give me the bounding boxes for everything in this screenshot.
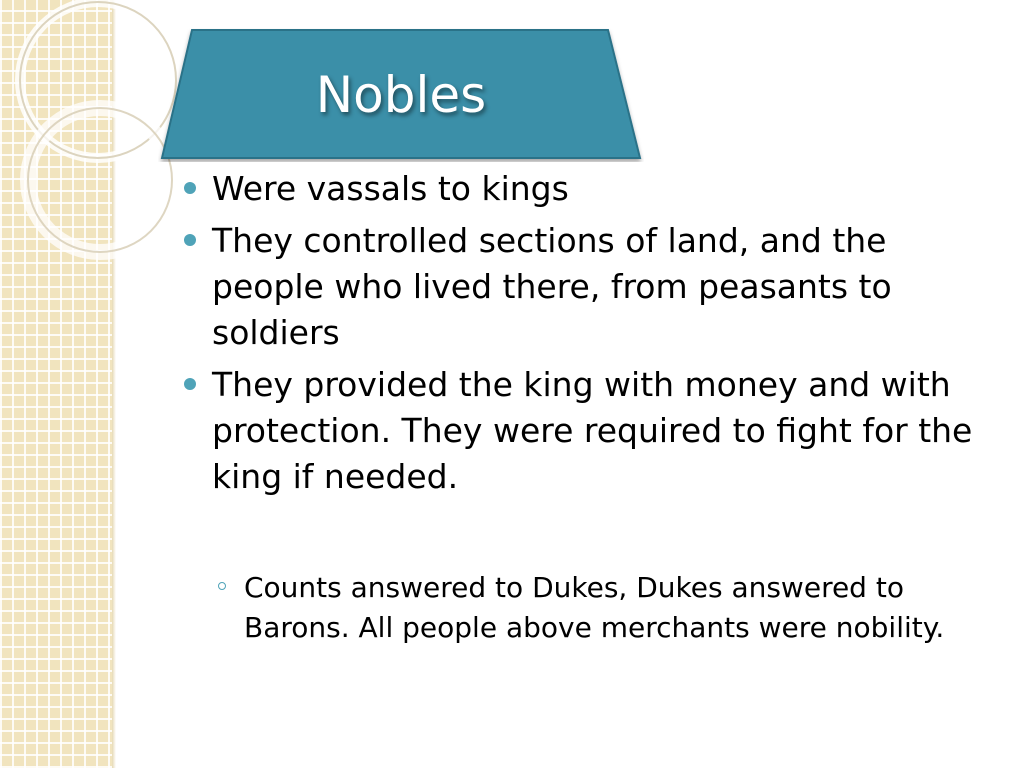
bullet-dot-icon [184,378,196,390]
sub-bullet-text: Counts answered to Dukes, Dukes answered to Barons. All people above merchants were nobility. [244,571,945,644]
slide-title: Nobles [315,66,487,124]
bullet-list [182,166,1002,506]
bullet-dot-icon [184,182,196,194]
bullet-item [182,166,1002,212]
sub-bullet-list [214,568,994,648]
bullet-item [182,218,1002,356]
bullet-text: They controlled sections of land, and the people who lived there, from peasants to soldiers [212,221,892,352]
hollow-bullet-icon [218,582,226,590]
bullet-dot-icon [184,234,196,246]
bullet-text: Were vassals to kings [212,169,569,208]
sub-bullet-item [214,568,994,648]
bullet-text: They provided the king with money and with protection. They were required to fight for the king if needed. [212,365,973,496]
bullet-item [182,362,1002,500]
